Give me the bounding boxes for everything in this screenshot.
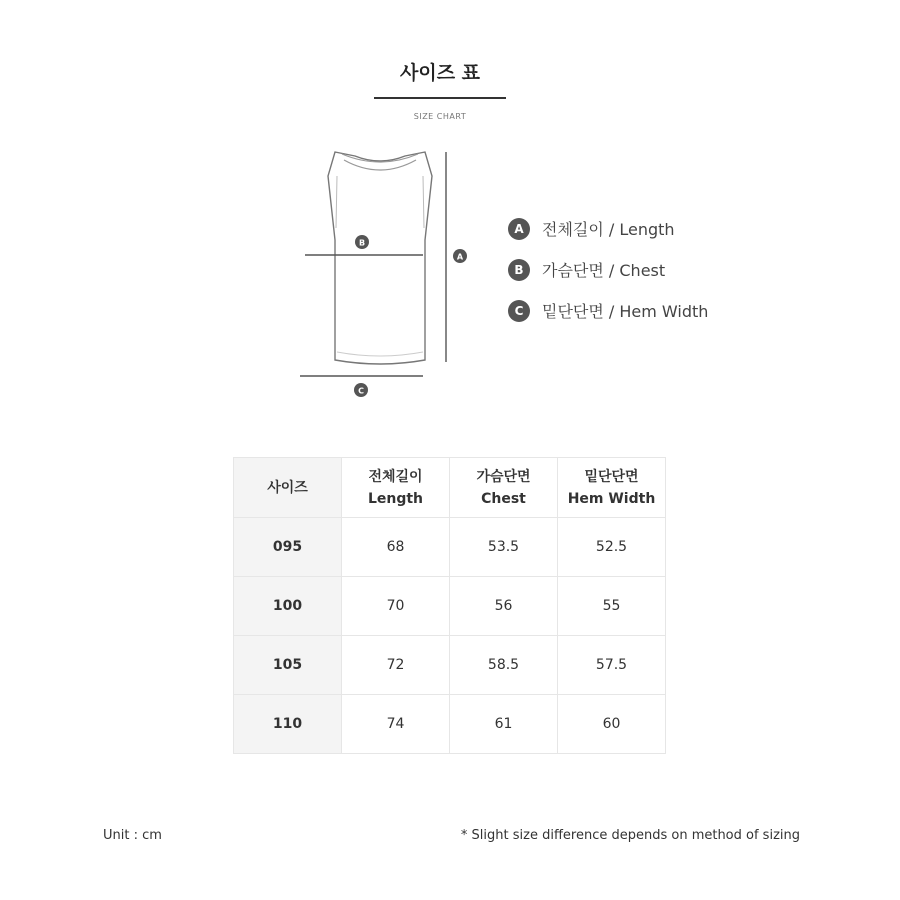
size-cell: 100 — [234, 577, 342, 636]
sizing-disclaimer: * Slight size difference depends on method of sizing — [460, 828, 800, 843]
title-underline — [374, 97, 506, 99]
table-row — [234, 636, 666, 695]
length-cell: 72 — [342, 636, 450, 695]
legend-badge-b: B — [508, 259, 530, 281]
header-hem-en: Hem Width — [567, 490, 656, 507]
table-header-row — [234, 458, 666, 518]
header-length-en: Length — [367, 490, 424, 507]
chest-cell: 58.5 — [450, 636, 558, 695]
legend-label-chest: 가슴단면 / Chest — [542, 261, 666, 280]
table-row — [234, 518, 666, 577]
chest-cell: 53.5 — [450, 518, 558, 577]
size-table — [233, 457, 666, 754]
hem-cell: 60 — [558, 695, 666, 754]
legend-item-chest — [508, 249, 708, 290]
unit-note: Unit : cm — [103, 828, 162, 843]
legend-badge-a: A — [508, 218, 530, 240]
garment-outline — [328, 152, 432, 364]
header-size-ko: 사이즈 — [267, 479, 308, 496]
legend-item-length — [508, 208, 708, 249]
header-hem — [558, 458, 666, 518]
size-cell: 110 — [234, 695, 342, 754]
marker-c-label: C — [358, 386, 364, 396]
header-hem-ko: 밑단단면 — [584, 468, 639, 485]
chest-cell: 56 — [450, 577, 558, 636]
chest-cell: 61 — [450, 695, 558, 754]
header-size — [234, 458, 342, 518]
table-row — [234, 695, 666, 754]
legend-label-hem: 밑단단면 / Hem Width — [542, 302, 709, 321]
header-length — [342, 458, 450, 518]
page-title: 사이즈 표 — [399, 62, 481, 84]
size-cell: 105 — [234, 636, 342, 695]
header-chest-ko: 가슴단면 — [476, 468, 531, 485]
length-cell: 68 — [342, 518, 450, 577]
legend-item-hem — [508, 290, 708, 331]
table-row — [234, 577, 666, 636]
header-length-ko: 전체길이 — [368, 468, 423, 485]
marker-a-label: A — [456, 252, 464, 262]
marker-b-label: B — [358, 238, 366, 248]
page-subtitle: SIZE CHART — [413, 112, 467, 121]
hem-cell: 57.5 — [558, 636, 666, 695]
hem-cell: 55 — [558, 577, 666, 636]
garment-diagram — [280, 140, 480, 410]
size-cell: 095 — [234, 518, 342, 577]
hem-cell: 52.5 — [558, 518, 666, 577]
header-chest — [450, 458, 558, 518]
length-cell: 70 — [342, 577, 450, 636]
measurement-legend — [508, 208, 708, 331]
length-cell: 74 — [342, 695, 450, 754]
legend-label-length: 전체길이 / Length — [542, 220, 675, 239]
header-chest-en: Chest — [481, 490, 526, 507]
legend-badge-c: C — [508, 300, 530, 322]
